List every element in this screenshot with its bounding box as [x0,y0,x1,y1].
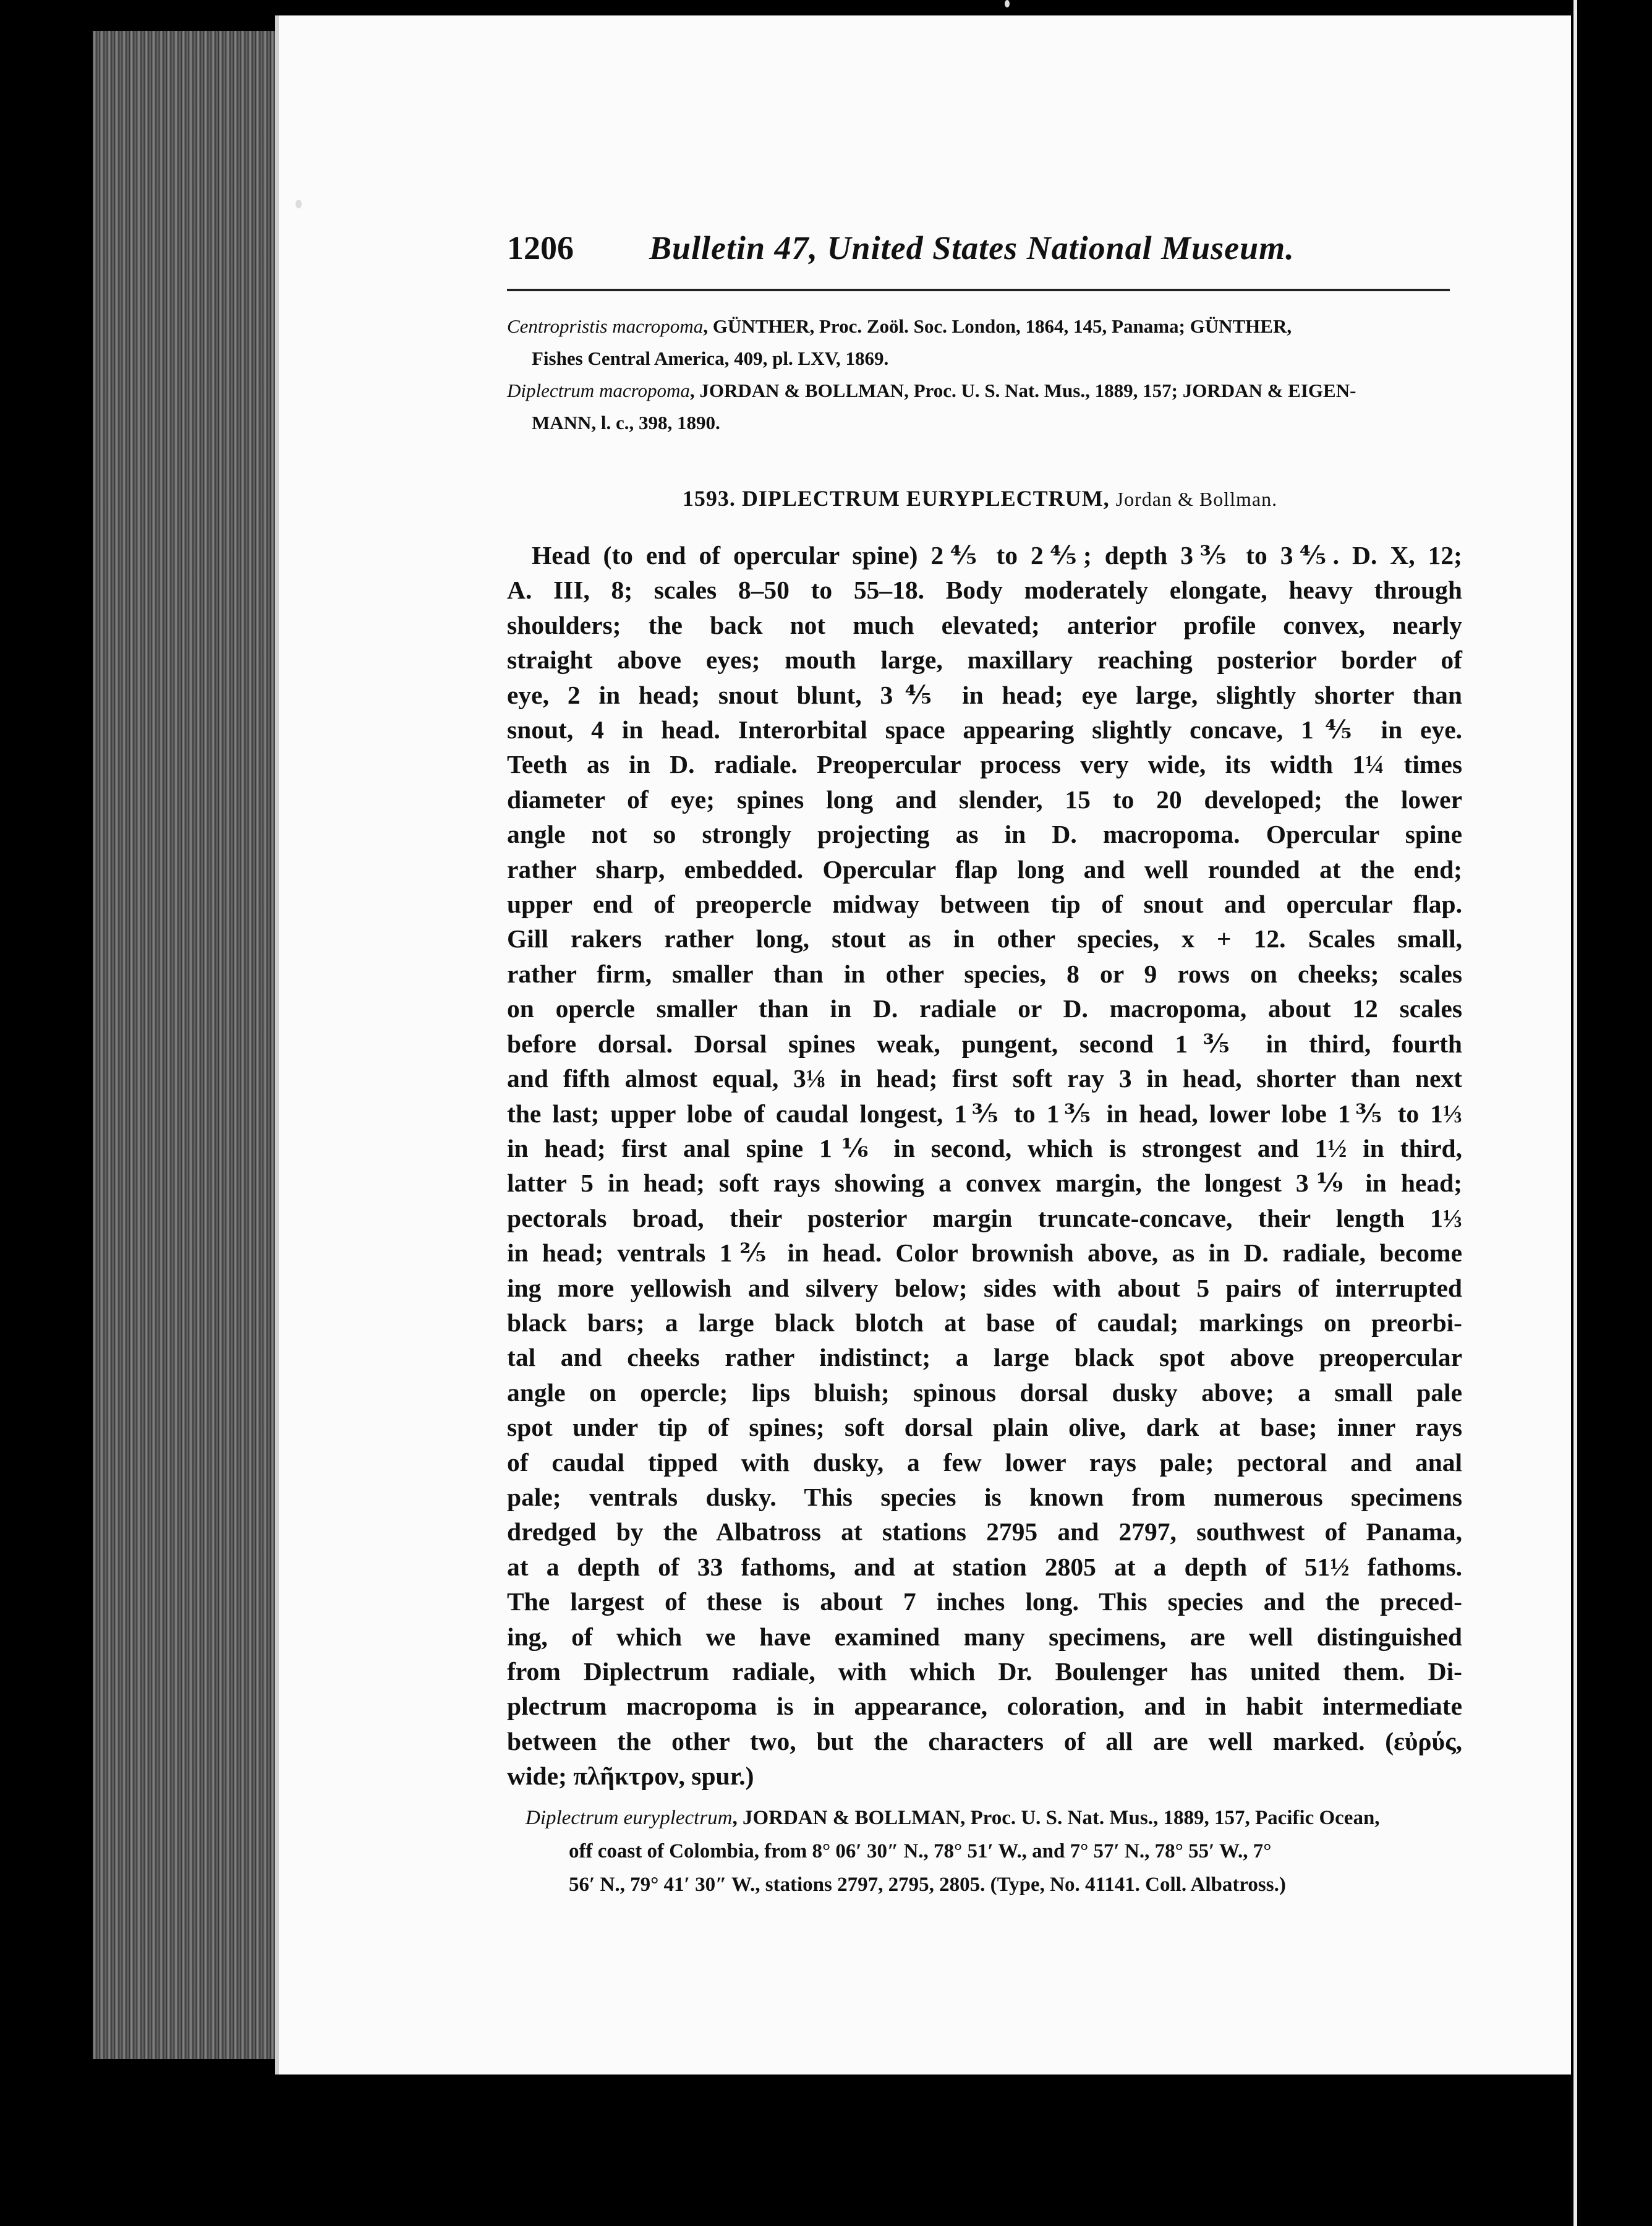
species-authority: Jordan & Bollman. [1115,488,1278,510]
description-line: spot under tip of spines; soft dorsal plain olive, dark at base; inner rays [507,1413,1462,1442]
description-line: black bars; a large black blotch at base of caudal; markings on preorbi- [507,1308,1462,1337]
synonym-line [507,375,1453,407]
description-line: angle not so strongly projecting as in D. macropoma. Opercular spine [507,820,1462,849]
synonym-citation: , GÜNTHER, Proc. Zoöl. Soc. London, 1864, 145, Panama; GÜNTHER, [703,315,1292,337]
description-line: in head; first anal spine 1⅙ in second, which is strongest and 1½ in third, [507,1133,1462,1162]
reference-line: 56′ N., 79° 41′ 30″ W., stations 2797, 2795, 2805. (Type, No. 41141. Coll. Albatross.) [569,1874,1286,1896]
description-line: diameter of eye; spines long and slender, 15 to 20 developed; the lower [507,785,1462,814]
synonym-citation: , JORDAN & BOLLMAN, Proc. U. S. Nat. Mus., 1889, 157; JORDAN & EIGEN- [689,380,1356,401]
reference-block [526,1801,1453,1901]
description-line: the last; upper lobe of caudal longest, 1⅗ to 1⅗ in head, lower lobe 1⅗ to 1⅓ [507,1099,1462,1128]
description-line: of caudal tipped with dusky, a few lower rays pale; pectoral and anal [507,1448,1462,1477]
description-line: shoulders; the back not much elevated; anterior profile convex, nearly [507,610,1462,639]
description-line: upper end of preopercle midway between tip of snout and opercular flap. [507,890,1462,919]
description-line: A. III, 8; scales 8–50 to 55–18. Body moderately elongate, heavy through [507,576,1462,605]
description-line: rather sharp, embedded. Opercular flap long and well rounded at the end; [507,855,1462,884]
description-line: pale; ventrals dusky. This species is known from numerous specimens [507,1482,1462,1511]
synonymy-block [507,310,1453,439]
description-line: on opercle smaller than in D. radiale or D. macropoma, about 12 scales [507,994,1462,1023]
description-line: Teeth as in D. radiale. Preopercular process very wide, its width 1¼ times [507,750,1462,779]
description-line: in head; ventrals 1⅖ in head. Color brownish above, as in D. radiale, become [507,1239,1462,1268]
description-line: ing more yellowish and silvery below; sides with about 5 pairs of interrupted [507,1273,1462,1302]
synonym-citation: Fishes Central America, 409, pl. LXV, 1869. [532,348,889,369]
description-line: straight above eyes; mouth large, maxillary reaching posterior border of [507,646,1462,675]
description-line: latter 5 in head; soft rays showing a convex margin, the longest 3⅑ in head; [507,1169,1462,1198]
description-line: Head (to end of opercular spine) 2⅘ to 2⅘; depth 3⅗ to 3⅘. D. X, 12; [532,541,1462,569]
synonym-citation: MANN, l. c., 398, 1890. [532,412,720,433]
synonym-name: Diplectrum macropoma [507,380,690,401]
species-number-name: 1593. DIPLECTRUM EURYPLECTRUM, [682,486,1110,511]
page-number: 1206 [507,229,574,267]
description-line: eye, 2 in head; snout blunt, 3⅘ in head; eye large, slightly shorter than [507,680,1462,709]
facing-page-edge [1573,0,1652,2226]
description-line: wide; πλῆκτρον, spur.) [507,1762,754,1791]
reference-line: off coast of Colombia, from 8° 06′ 30″ N., 78° 51′ W., and 7° 57′ N., 78° 55′ W., 7° [569,1840,1272,1862]
description-line: ing, of which we have examined many specimens, are well distinguished [507,1622,1462,1651]
description-line: plectrum macropoma is in appearance, coloration, and in habit intermediate [507,1692,1462,1721]
description-line: snout, 4 in head. Interorbital space appearing slightly concave, 1⅘ in eye. [507,715,1462,744]
description-line: at a depth of 33 fathoms, and at station 2805 at a depth of 51½ fathoms. [507,1552,1462,1581]
running-head [507,223,1317,284]
description-line: angle on opercle; lips bluish; spinous dorsal dusky above; a small pale [507,1378,1462,1407]
reference-citation: , JORDAN & BOLLMAN, Proc. U. S. Nat. Mus., 1889, 157, Pacific Ocean, [732,1807,1380,1829]
species-description [507,538,1462,1793]
synonym-line [507,407,1453,439]
book-page-edges [93,31,297,2059]
reference-name: Diplectrum euryplectrum [526,1807,733,1829]
description-line: tal and cheeks rather indistinct; a large black spot above preopercular [507,1343,1462,1372]
description-line: and fifth almost equal, 3⅛ in head; first soft ray 3 in head, shorter than next [507,1064,1462,1093]
description-line: between the other two, but the characters of all are well marked. (εὐρύς, [507,1726,1462,1755]
description-line: The largest of these is about 7 inches long. This species and the preced- [507,1587,1462,1616]
synonym-line [507,310,1453,343]
scan-mark [1005,0,1010,7]
header-title: Bulletin 47, United States National Museum. [649,229,1295,267]
description-line: pectorals broad, their posterior margin truncate-concave, their length 1⅓ [507,1203,1462,1232]
description-line: before dorsal. Dorsal spines weak, pungent, second 1⅗ in third, fourth [507,1029,1462,1058]
description-line: from Diplectrum radiale, with which Dr. Boulenger has united them. Di- [507,1657,1462,1686]
synonym-name: Centropristis macropoma [507,315,704,337]
synonym-line [507,343,1453,375]
description-line: dredged by the Albatross at stations 2795 and 2797, southwest of Panama, [507,1517,1462,1546]
header-rule [507,289,1450,291]
description-line: rather firm, smaller than in other species, 8 or 9 rows on cheeks; scales [507,959,1462,988]
scan-mark [296,200,302,208]
description-line: Gill rakers rather long, stout as in other species, x + 12. Scales small, [507,924,1462,953]
reference-line [526,1801,1453,1835]
species-heading [507,485,1453,511]
